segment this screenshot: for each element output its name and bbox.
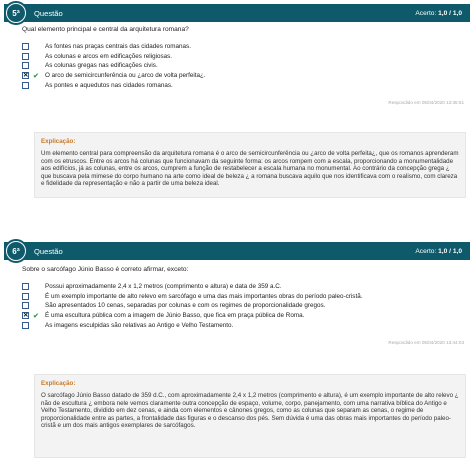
- explanation-text: O sarcófago Júnio Basso datado de 359 d.C., com aproximadamente 2,4 x 1,2 metros (comprimento e altura), é um exemplo importante de alto relevo ¿ não de escultura ¿ embora nele vemos claramente outra concepção de espaço, volume, corpo, panejamento, com uma narrativa bíblica do Antigo e Velho Testamento, dividido em dez cenas, e ainda com elementos e cânones gregos, como as colunas que separam as cenas, o regime de proporcionalidade entre as partes, a frontalidade das figuras e o descanso dos pés. Sem dúvida é uma das obras mais importantes do período paleo-cristã e um dos mais antigos exemplares de sarcófagos.: [41, 392, 459, 430]
- option-text: As colunas e arcos em edificações religiosas.: [45, 52, 173, 60]
- option-row[interactable]: [22, 301, 362, 311]
- option-checkbox[interactable]: [22, 43, 29, 50]
- question-header: [4, 4, 470, 22]
- option-checkbox[interactable]: [22, 322, 29, 329]
- check-icon: ✔: [33, 72, 39, 80]
- score-total: 1,0: [452, 247, 462, 255]
- option-text: As fontes nas praças centrais das cidades romanas.: [45, 43, 191, 51]
- option-text: Possui aproximadamente 2,4 x 1,2 metros (comprimento e altura) e data de 359 a.C.: [45, 283, 282, 291]
- score-label: Acerto:: [415, 247, 437, 255]
- option-row[interactable]: [22, 282, 362, 292]
- explanation-title: Explicação:: [41, 380, 76, 387]
- option-checkbox[interactable]: [22, 312, 29, 319]
- score-value: 1,0: [438, 247, 448, 255]
- option-text: É um exemplo importante de alto relevo em sarcófago e uma das mais importantes obras do período paleo-cristã.: [45, 292, 363, 300]
- option-text: As imagens esculpidas são relativas ao Antigo e Velho Testamento.: [45, 321, 234, 329]
- explanation-box: [34, 374, 466, 458]
- answered-timestamp: Respondido em 05/04/2020 13:35:51: [388, 100, 464, 105]
- score-total: 1,0: [452, 9, 462, 17]
- option-row[interactable]: [22, 292, 362, 302]
- option-checkbox[interactable]: [22, 302, 29, 309]
- option-row[interactable]: [22, 80, 206, 90]
- option-row[interactable]: [22, 52, 206, 62]
- option-row[interactable]: [22, 71, 206, 81]
- explanation-text: Um elemento central para compreensão da arquitetura romana é o arco de semicircunferência ou ¿arco de volta perfeita¿, que os romanos aprenderam com os etruscos. Entre os arcos há colunas que funcionavam da seguinte forma: os arcos rompem com a escala, proporcionando a monumentalidade aos edifícios, já as colunas, entre os arcos, cumprem a função de restabelecer a escala humana no monumental. Ao contrário da concepção grega ¿ que buscava pela mimese do corpo humano na arte como ideal de beleza ¿ a romana buscava aquilo que nos identificava com o realismo, com clareza e fidelidade da representação e não a partir de uma beleza ideal.: [41, 150, 459, 188]
- explanation-title: Explicação:: [41, 138, 76, 145]
- question-number: 5ª: [7, 4, 25, 22]
- question-label: Questão: [34, 8, 63, 18]
- answered-timestamp: Respondido em 05/04/2020 13:44:03: [388, 340, 464, 345]
- score: [415, 248, 462, 255]
- question-label: Questão: [34, 246, 63, 256]
- option-row[interactable]: [22, 61, 206, 71]
- check-icon: ✔: [33, 312, 39, 320]
- option-text: É uma escultura pública com a imagem de Júnio Basso, que fica em praça pública de Roma.: [45, 312, 305, 320]
- options-list: [22, 42, 206, 90]
- score-separator: /: [449, 247, 451, 255]
- question-number-badge: [4, 239, 28, 263]
- question-text: Qual elemento principal e central da arquitetura romana?: [22, 26, 189, 33]
- score-label: Acerto:: [415, 9, 437, 17]
- option-row[interactable]: [22, 311, 362, 321]
- question-number-badge: [4, 1, 28, 25]
- option-text: O arco de semicircunferência ou ¿arco de volta perfeita¿.: [45, 72, 206, 80]
- option-text: As colunas gregas nas edificações civis.: [45, 62, 158, 70]
- option-checkbox[interactable]: [22, 283, 29, 290]
- question-header: [4, 242, 470, 260]
- options-list: [22, 282, 362, 330]
- explanation-box: [34, 132, 466, 198]
- score-value: 1,0: [438, 9, 448, 17]
- option-checkbox[interactable]: [22, 293, 29, 300]
- score-separator: /: [449, 9, 451, 17]
- question-number: 6ª: [7, 242, 25, 260]
- option-checkbox[interactable]: [22, 62, 29, 69]
- option-checkbox[interactable]: [22, 82, 29, 89]
- score: [415, 10, 462, 17]
- option-text: São apresentados 10 cenas, separadas por colunas e com os regimes de proporcionalidade gregos.: [45, 302, 326, 310]
- question-text: Sobre o sarcófago Júnio Basso é correto afirmar, exceto:: [22, 266, 189, 273]
- option-row[interactable]: [22, 320, 362, 330]
- option-row[interactable]: [22, 42, 206, 52]
- option-checkbox[interactable]: [22, 72, 29, 79]
- option-text: As pontes e aquedutos nas cidades romanas.: [45, 81, 173, 89]
- option-checkbox[interactable]: [22, 53, 29, 60]
